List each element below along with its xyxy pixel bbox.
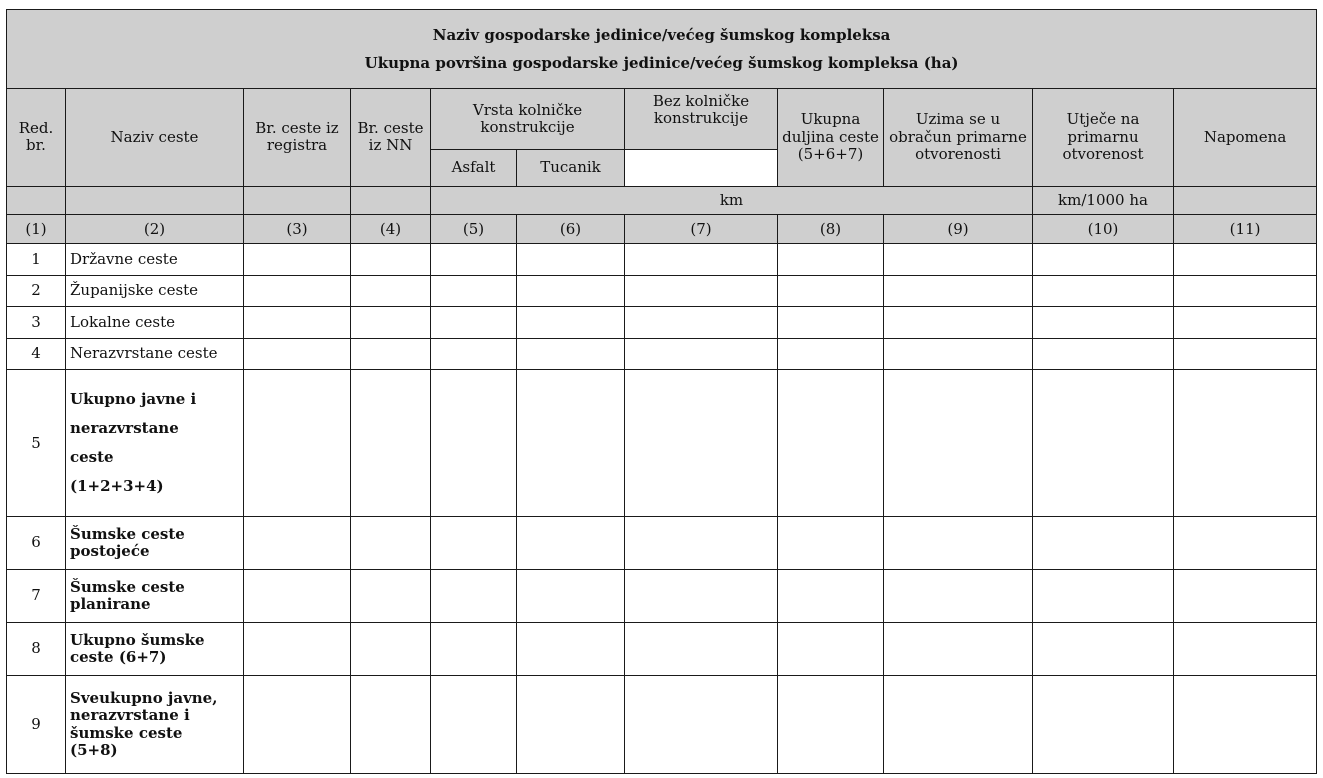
road-name-line: postojeće [70,542,150,561]
road-name [66,676,244,774]
data-cell[interactable] [1174,370,1317,517]
road-name-line: (5+8) [70,740,118,759]
header-asfalt: Asfalt [431,150,517,187]
data-cell[interactable] [778,244,884,275]
data-cell[interactable] [884,338,1033,369]
table-row [7,622,1317,676]
road-name-line: nerazvrstane i [70,706,190,725]
road-name-line: Sveukupno javne, [70,689,218,708]
row-number: 4 [7,338,66,369]
data-cell[interactable] [244,676,351,774]
data-cell[interactable] [884,676,1033,774]
header-tucanik: Tucanik [517,150,625,187]
data-cell[interactable] [351,569,431,622]
road-name-line: ceste [70,448,114,467]
data-cell[interactable] [1033,338,1174,369]
data-cell[interactable] [351,275,431,306]
data-cell[interactable] [1174,569,1317,622]
unit-cell-blank [1174,186,1317,214]
data-cell[interactable] [244,275,351,306]
row-number: 5 [7,370,66,517]
data-cell[interactable] [517,244,625,275]
data-cell[interactable] [1033,275,1174,306]
data-cell[interactable] [517,622,625,676]
data-cell[interactable] [244,370,351,517]
data-cell[interactable] [244,244,351,275]
table-row [7,517,1317,570]
data-cell[interactable] [778,370,884,517]
data-cell[interactable] [431,307,517,338]
data-cell[interactable] [1174,676,1317,774]
data-cell[interactable] [778,275,884,306]
header-uzima-se: Uzima se u obračun primarne otvorenosti [884,89,1033,186]
road-name-line: Ukupno javne i [70,389,197,408]
data-cell[interactable] [244,517,351,570]
data-cell[interactable] [778,676,884,774]
data-cell[interactable] [1174,307,1317,338]
data-cell[interactable] [625,676,778,774]
data-cell[interactable] [884,275,1033,306]
data-cell[interactable] [778,338,884,369]
data-cell[interactable] [517,307,625,338]
data-cell[interactable] [517,275,625,306]
unit-cell-blank [244,186,351,214]
data-cell[interactable] [625,338,778,369]
column-number: (7) [625,214,778,243]
column-number: (9) [884,214,1033,243]
data-cell[interactable] [244,622,351,676]
data-cell[interactable] [351,676,431,774]
data-cell[interactable] [1033,244,1174,275]
road-openness-table [6,9,1317,774]
data-cell[interactable] [431,622,517,676]
road-name-line: planirane [70,594,151,613]
column-number: (1) [7,214,66,243]
row-number: 8 [7,622,66,676]
data-cell[interactable] [351,622,431,676]
unit-km: km [431,186,1033,214]
data-cell[interactable] [1033,517,1174,570]
table-row [7,275,1317,306]
data-cell[interactable] [778,622,884,676]
header-ukupna-duljina: Ukupna duljina ceste (5+6+7) [778,89,884,186]
column-number: (10) [1033,214,1174,243]
road-name [66,622,244,676]
road-name [66,569,244,622]
header-br-registra: Br. ceste iz registra [244,89,351,186]
data-cell[interactable] [884,244,1033,275]
data-cell[interactable] [431,275,517,306]
data-cell[interactable] [625,244,778,275]
data-cell[interactable] [625,370,778,517]
data-cell[interactable] [884,370,1033,517]
data-cell[interactable] [431,569,517,622]
road-name-line: ceste (6+7) [70,648,167,667]
data-cell[interactable] [884,517,1033,570]
data-cell[interactable] [884,307,1033,338]
road-name [66,275,244,306]
road-name-line: Nerazvrstane ceste [70,344,218,363]
data-cell[interactable] [351,244,431,275]
header-bez-blank-cell [625,150,778,187]
data-cell[interactable] [778,307,884,338]
header-utjece: Utječe na primarnu otvorenost [1033,89,1174,186]
header-br-nn: Br. ceste iz NN [351,89,431,186]
data-cell[interactable] [244,338,351,369]
row-number: 3 [7,307,66,338]
table-title [7,10,1317,89]
data-cell[interactable] [1033,622,1174,676]
row-number: 9 [7,676,66,774]
unit-name-title: Naziv gospodarske jedinice/većeg šumskog kompleksa [432,25,891,44]
table-row [7,370,1317,517]
table-row [7,307,1317,338]
column-number: (3) [244,214,351,243]
column-number: (11) [1174,214,1317,243]
road-name-line: Državne ceste [70,249,178,268]
road-name [66,517,244,570]
header-bez-kolnicke: Bez kolničke konstrukcije [625,89,778,150]
row-number: 6 [7,517,66,570]
row-number: 7 [7,569,66,622]
data-cell[interactable] [517,370,625,517]
data-cell[interactable] [431,517,517,570]
data-cell[interactable] [1033,370,1174,517]
road-name-line: Lokalne ceste [70,312,176,331]
column-number-row [7,214,1317,243]
data-cell[interactable] [351,517,431,570]
data-cell[interactable] [1174,244,1317,275]
road-name-line: Ukupno šumske [70,630,205,649]
road-name-line: šumske ceste [70,723,183,742]
column-number: (2) [66,214,244,243]
data-cell[interactable] [431,370,517,517]
column-number: (5) [431,214,517,243]
road-name [66,338,244,369]
data-cell[interactable] [244,307,351,338]
data-cell[interactable] [1033,307,1174,338]
road-name-line: Županijske ceste [70,281,199,300]
road-name [66,307,244,338]
column-number: (8) [778,214,884,243]
data-cell[interactable] [625,569,778,622]
data-cell[interactable] [1174,517,1317,570]
data-cell[interactable] [1174,338,1317,369]
data-cell[interactable] [884,569,1033,622]
column-number: (6) [517,214,625,243]
data-cell[interactable] [1174,622,1317,676]
road-name [66,244,244,275]
unit-cell-blank [66,186,244,214]
data-cell[interactable] [351,370,431,517]
data-cell[interactable] [517,517,625,570]
data-cell[interactable] [1033,676,1174,774]
unit-km-per-1000ha: km/1000 ha [1033,186,1174,214]
data-cell[interactable] [244,569,351,622]
unit-cell-blank [351,186,431,214]
data-cell[interactable] [431,676,517,774]
data-cell[interactable] [517,569,625,622]
header-naziv-ceste: Naziv ceste [66,89,244,186]
data-cell[interactable] [625,517,778,570]
column-number: (4) [351,214,431,243]
data-cell[interactable] [625,307,778,338]
data-cell[interactable] [517,338,625,369]
data-cell[interactable] [517,676,625,774]
data-cell[interactable] [351,307,431,338]
unit-area-title: Ukupna površina gospodarske jedinice/većeg šumskog kompleksa (ha) [364,54,959,73]
road-name [66,370,244,517]
row-number: 1 [7,244,66,275]
data-cell[interactable] [884,622,1033,676]
data-cell[interactable] [351,338,431,369]
header-vrsta-kolnicke: Vrsta kolničke konstrukcije [431,89,625,150]
table-row [7,569,1317,622]
table-row [7,244,1317,275]
data-cell[interactable] [778,569,884,622]
data-cell[interactable] [625,275,778,306]
road-name-line: (1+2+3+4) [70,477,164,496]
road-name-line: Šumske ceste [70,524,185,543]
table-row [7,338,1317,369]
data-cell[interactable] [1174,275,1317,306]
data-cell[interactable] [431,244,517,275]
unit-cell-blank [7,186,66,214]
road-name-line: Šumske ceste [70,577,185,596]
row-number: 2 [7,275,66,306]
data-cell[interactable] [1033,569,1174,622]
road-name-line: nerazvrstane [70,418,179,437]
header-napomena: Napomena [1174,89,1317,186]
data-cell[interactable] [431,338,517,369]
table-row [7,676,1317,774]
data-cell[interactable] [625,622,778,676]
header-red-br: Red. br. [7,89,66,186]
data-cell[interactable] [778,517,884,570]
